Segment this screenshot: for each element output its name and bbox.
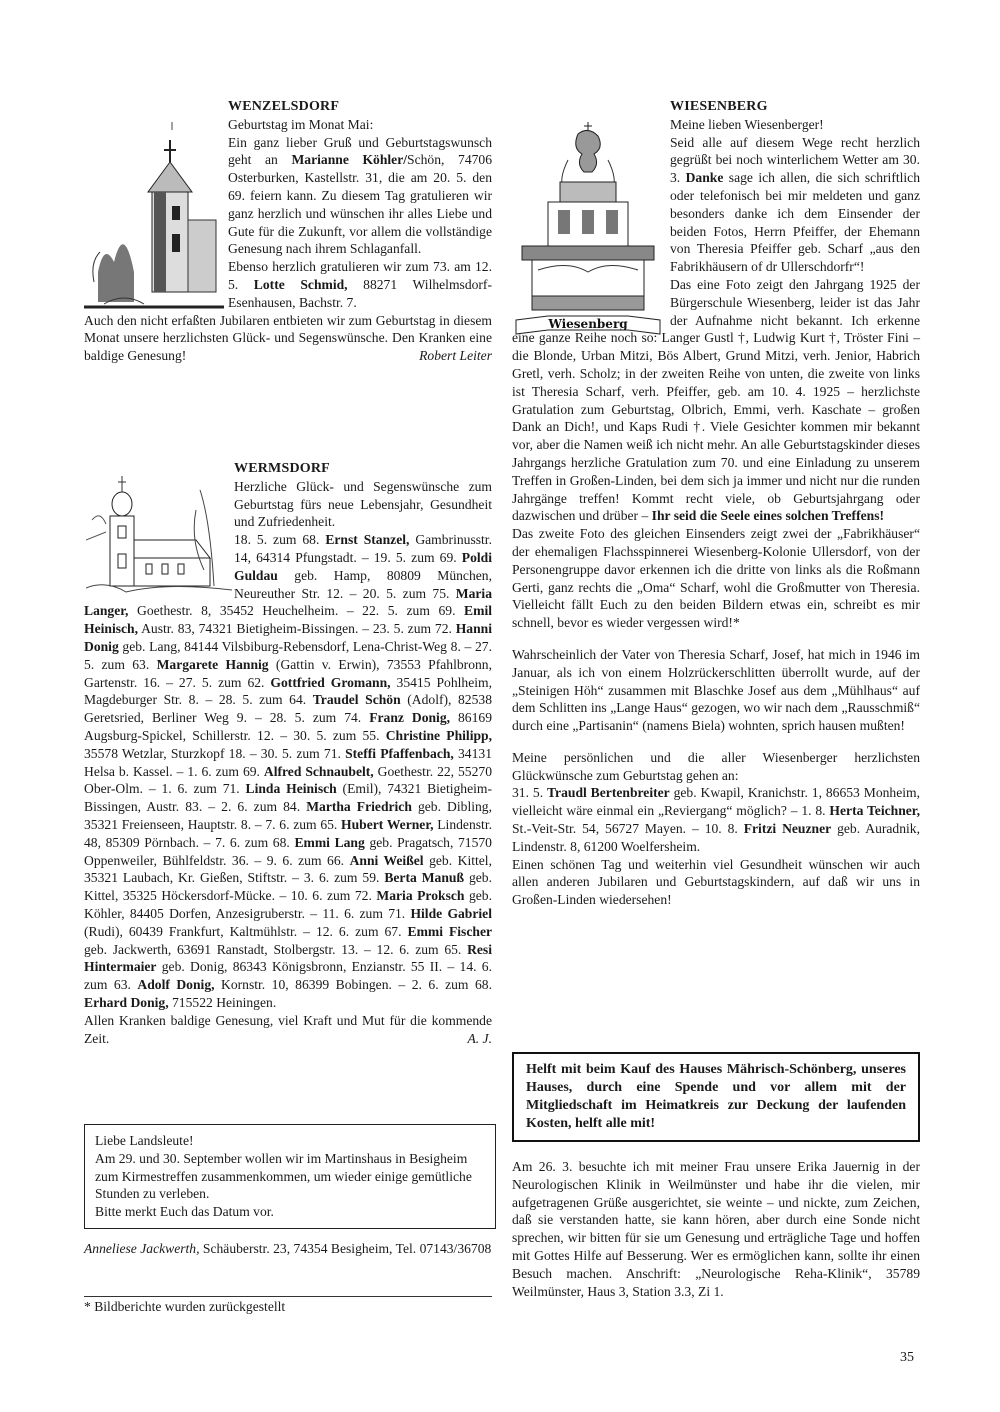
wiesenberg-paragraph-4: Wahrscheinlich der Vater von Theresia Scharf, Josef, hat mich in 1946 im Januar, als ich von einem Holzrückerschlitten überrollt wurde, auf der „Steinigen Höh“ zusammen mit Blaschke Josef aus dem „Mühlhaus“ auf dem Schlitten ins „Lange Haus“ gezogen, wo wir nach dem „Rausschmiß“ durch eine „Partisanin“ (namens Biela) wohnten, sprich hausen mußten! [512,646,920,734]
wiesenberg-birthday-list: 31. 5. Traudl Bertenbreiter geb. Kwapil, Kranichstr. 1, 86653 Monheim, vielleicht wäre einmal ein „Reviergang“ möglich? – 1. 8. Herta Teichner, St.-Veit-Str. 54, 56727 Mayen. – 10. 8. Fritzi Neuzner geb. Auradnik, Lindenstr. 8, 61200 Woelfersheim. [512,785,921,854]
page-number: 35 [900,1350,914,1365]
wermsdorf-intro: Herzliche Glück- und Segenswünsche zum Geburtstag fürs neue Lebensjahr, Gesundheit und Zufriedenheit. [234,478,492,530]
notice-greeting: Liebe Landsleute! [95,1133,194,1148]
contact-name: Anneliese Jackwerth, [84,1241,200,1256]
wermsdorf-image-spacer [84,460,234,600]
appeal-box: Helft mit beim Kauf des Hauses Mährisch-Schönberg, unseres Hauses, durch eine Spende und vor allem mit der Mitgliedschaft im Heimatkreis zur Deckung der laufenden Kosten, helft alle mit! [512,1052,920,1142]
wermsdorf-heading: WERMSDORF [234,461,330,476]
wiesenberg-section [512,98,920,909]
wiesenberg-salutation: Meine lieben Wiesenberger! [670,116,824,132]
wenzelsdorf-paragraph-1: Ein ganz lieber Gruß und Geburtstagswunsch geht an Marianne Köhler/Schön, 74706 Osterburken, Kastellstr. 31, die am 20. 5. den 69. feiern kann. Zu diesem Tag gratulieren wir ganz herzlich und wünschen ihr alles Liebe und Gute für die Zukunft, vor allem die vollständige Genesung nach ihrem Schlaganfall. [228,134,493,257]
jauernig-paragraph: Am 26. 3. besuchte ich mit meiner Frau unsere Erika Jauernig in der Neurologischen Klinik in Weilmünster und habe ihr die vielen, mir aufgetragenen Grüße ausgerichtet, sie weinte – und nickte, zum Zeichen, daß sie verstanden hatte, sie kann hören, aber durch eine Sonde nicht sprechen, wir bitten für sie um Genesung und erträgliche Tage und hoffen mit Gottes Hilfe auf Besserung. Wer es ermöglichen kann, sollte ihr einen Besuch machen. Anschrift: „Neurologische Reha-Klinik“, 35789 Weilmünster, Haus 3, Station 3.3, Zi 1. [512,1159,920,1299]
footnote: * Bildberichte wurden zurückgestellt [84,1299,286,1314]
kirmes-notice-box [84,1124,496,1229]
wenzelsdorf-image-spacer [84,98,228,308]
contact-line [84,1240,492,1258]
wenzelsdorf-signature: Robert Leiter [419,348,492,364]
wenzelsdorf-intro: Geburtstag im Monat Mai: [228,116,374,132]
notice-body: Am 29. und 30. September wollen wir im Martinshaus in Besigheim zum Kirmestreffen zusammenkommen, um wieder einige gemütliche Stunden zu verleben. [95,1150,472,1202]
wiesenberg-paragraph-2: Das eine Foto zeigt den Jahrgang 1925 der Bürgerschule Wiesenberg, leider ist das Jahr der Aufnahme nicht bekannt. Ich erkenne eine ganze Reihe noch so: Langer Gustl †, Ludwig Kurt †, Tröster Fini – die Blonde, Urban Mitzi, Bös Albert, Grund Mitzi, verh. Jenior, Habrich Gretl, verh. Scholz; in der zweiten Reihe von unten, die zweite von links ist Theresia Scharf, verh. Pfeiffer, geb. am 10. 4. 1925 – herzlichste Gratulation zum Geburtstag, Olbrich, Emmi, verh. Kaschate – großen Dank an Dich!, und Kaps Rudi †. Viele Gesichter kommen mir bekannt vor, aber die Namen weiß ich nicht mehr. An alle Geburtstagskinder dieses Jahrgangs herzliche Gratulation zum 70. und eine Einladung zu unserem Treffen in Großen-Linden, bei dem sich ja immer und nicht nur die runden Jahrgänge treffen! Kommt recht viele, ob Geburtsjahrgang oder dazwischen und drüber – Ihr seid die Seele eines solchen Treffens! [512,276,920,524]
wiesenberg-paragraph-6: Einen schönen Tag und weiterhin viel Gesundheit wünschen wir auch allen anderen Jubilaren und Geburtstagskindern, auf daß wir uns in Großen-Linden wiedersehen! [512,856,920,908]
wiesenberg-paragraph-3: Das zweite Foto des gleichen Einsenders zeigt zwei der „Fabrikhäuser“ der ehemaligen Flachsspinnerei Wiesenberg-Kolonie Ullersdorf, von der Personengruppe davor erkennen ich die dritte von links als die Roßmann Gerti, ganz rechts die „Oma“ Scharf, wohl die Großmutter von Theresia. Vielleicht fällt Euch zu den beiden Bildern etwas ein, schreibt es mir schnell, bevor es wieder vergessen wird!* [512,526,920,631]
footnote-divider [84,1296,492,1297]
wenzelsdorf-paragraph-3: Auch den nicht erfaßten Jubilaren entbieten wir zum Geburtstag in diesem Monat unsere herzlichsten Glück- und Segenswünsche. Den Kranken eine baldige Genesung! Robert Leiter [84,312,492,364]
wermsdorf-closing: Allen Kranken baldige Genesung, viel Kraft und Mut für die kommende Zeit. A. J. [84,1012,492,1046]
wermsdorf-signature: A. J. [467,1030,492,1046]
wiesenberg-emblem-label: Wiesenberg [548,317,628,331]
wermsdorf-section [84,460,492,1047]
wenzelsdorf-heading: WENZELSDORF [228,99,340,114]
wenzelsdorf-paragraph-2: Ebenso herzlich gratulieren wir zum 73. am 12. 5. Lotte Schmid, 88271 Wilhelmsdorf-Esenhausen, Bachstr. 7. [228,259,492,310]
notice-note: Bitte merkt Euch das Datum vor. [95,1204,274,1220]
contact-address: Schäuberstr. 23, 74354 Besigheim, Tel. 07143/36708 [199,1241,492,1256]
wiesenberg-paragraph-1: Seid alle auf diesem Wege recht herzlich gegrüßt bei noch winterlichem Wetter am 30. 3. Danke sage ich allen, die sich schriftlich oder telefonisch bei mir meldeten und ganz besonders danke ich dem Einsender der beiden Fotos, Herrn Pfeiffer, der Ehemann von Theresia Pfeiffer geb. Scharf „aus den Fabrikhäusern of dr Ullerschdorfr“! [670,134,921,275]
wiesenberg-heading: WIESENBERG [670,99,768,114]
wiesenberg-paragraph-5: Meine persönlichen und die aller Wiesenberger herzlichsten Glückwünsche zum Geburtstag gehen an: [512,749,920,783]
wiesenberg-image-spacer [512,98,670,324]
wenzelsdorf-section [84,98,492,365]
wermsdorf-birthday-list: 18. 5. zum 68. Ernst Stanzel, Gambrinusstr. 14, 64314 Pfungstadt. – 19. 5. zum 69. Poldi Guldau geb. Hamp, 80809 München, Neureuther Str. 12. – 20. 5. zum 75. Maria Langer, Goethestr. 8, 35452 Heuchelheim. – 22. 5. zum 69. Emil Heinisch, Austr. 83, 74321 Bietigheim-Bissingen. – 23. 5. zum 72. Hanni Donig geb. Lang, 84144 Vilsbiburg-Rebensdorf, Lena-Christ-Weg 8. – 27. 5. zum 63. Margarete Hannig (Gattin v. Erwin), 73553 Pfahlbronn, Gartenstr. 16. – 27. 5. zum 62. Gottfried Gromann, 35415 Pohlheim, Magdeburger Str. 8. – 28. 5. zum 64. Traudel Schön (Adolf), 82538 Geretsried, Berliner Weg 9. – 28. 5. zum 74. Franz Donig, 86169 Augsburg-Spickel, Schillerstr. 12. – 30. 5. zum 55. Christine Philipp, 35578 Wetzlar, Sturzkopf 18. – 30. 5. zum 71. Steffi Pfaffenbach, 34131 Helsa b. Kassel. – 1. 6. zum 69. Alfred Schnaubelt, Goethestr. 22, 55270 Ober-Olm. – 1. 6. zum 71. Linda Heinisch (Emil), 74321 Bietigheim-Bissingen, Austr. 83. – 2. 6. zum 84. Martha Friedrich geb. Dibling, 35321 Freienseen, Hauptstr. 8. – 7. 6. zum 65. Hubert Werner, Lindenstr. 48, 85309 Pörnbach. – 7. 6. zum 68. Emmi Lang geb. Pragatsch, 71570 Oppenweiler, Bühlfeldstr. 36. – 9. 6. zum 66. Anni Weißel geb. Kittel, 35321 Laubach, Kr. Gießen, Stiftstr. – 3. 6. zum 59. Berta Manuß geb. Kittel, 35325 Höckersdorf-Mücke. – 10. 6. zum 72. Maria Proksch geb. Köhler, 84405 Dorfen, Anzesigruberstr. – 11. 6. zum 71. Hilde Gabriel (Rudi), 60439 Frankfurt, Kaltmühlstr. – 12. 6. zum 67. Emmi Fischer geb. Jackwerth, 63691 Ranstadt, Stolbergstr. 13. – 12. 6. zum 65. Resi Hintermaier geb. Donig, 86343 Königsbronn, Enzianstr. 55 II. – 14. 6. zum 63. Adolf Donig, Kornstr. 10, 86399 Bobingen. – 2. 6. zum 68. Erhard Donig, 715522 Heiningen. [84,532,493,1010]
